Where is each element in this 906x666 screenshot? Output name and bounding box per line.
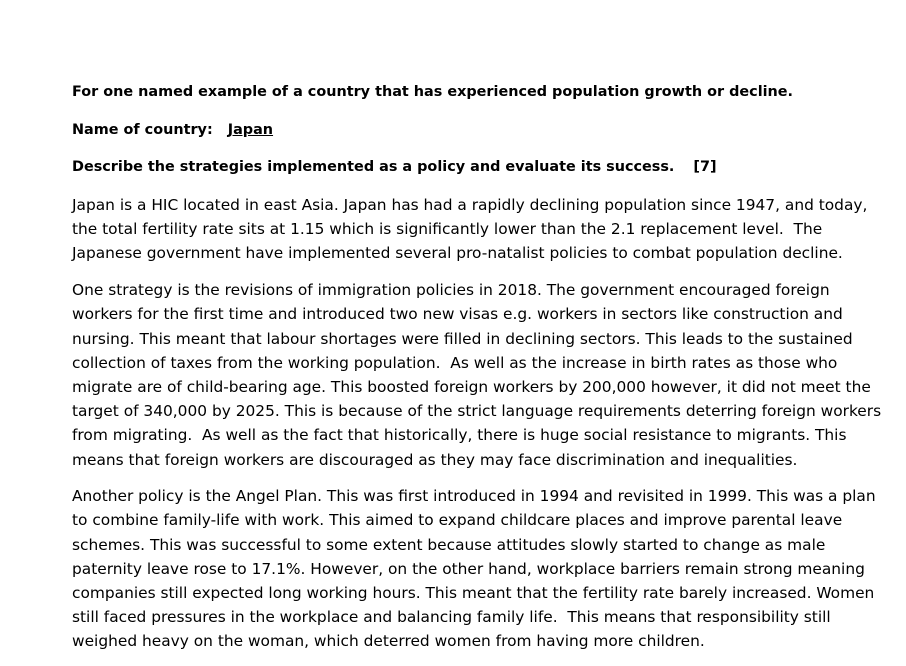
question-heading: For one named example of a country that has experienced population growth or decline. <box>72 84 794 100</box>
text-line: workers for the first time and introduced two new visas e.g. workers in sectors like construction and <box>72 305 843 324</box>
text-line: target of 340,000 by 2025. This is because of the strict language requirements deterring foreign workers <box>72 402 882 421</box>
text-line: companies still expected long working hours. This meant that the fertility rate barely increased. Women <box>72 584 875 603</box>
text-line: weighed heavy on the woman, which deterred women from having more children. <box>72 632 705 651</box>
text-line: migrate are of child-bearing age. This boosted foreign workers by 200,000 however, it did not meet the <box>72 377 871 396</box>
task-text: Describe the strategies implemented as a policy and evaluate its success. <box>72 159 675 175</box>
paragraph-angel-plan <box>72 484 876 653</box>
text-line: Japan is a HIC located in east Asia. Japan has had a rapidly declining population since 1947, and today, <box>72 196 868 214</box>
text-line: collection of taxes from the working population. As well as the increase in birth rates as those who <box>72 353 838 372</box>
text-line: nursing. This meant that labour shortages were filled in declining sectors. This leads to the sustained <box>72 329 853 348</box>
text-line: paternity leave rose to 17.1%. However, on the other hand, workplace barriers remain strong meaning <box>72 559 865 578</box>
text-line: still faced pressures in the workplace and balancing family life. This means that responsibility still <box>72 608 831 627</box>
text-line: Another policy is the Angel Plan. This was first introduced in 1994 and revisited in 1999. This was a plan <box>72 487 876 506</box>
text-line: One strategy is the revisions of immigration policies in 2018. The government encouraged foreign <box>72 281 830 300</box>
text-line: to combine family-life with work. This aimed to expand childcare places and improve parental leave <box>72 511 843 530</box>
task-heading <box>72 157 862 177</box>
text-line: schemes. This was successful to some extent because attitudes slowly started to change as male <box>72 535 826 554</box>
text-line: Japanese government have implemented several pro-natalist policies to combat population decline. <box>72 244 843 263</box>
country-row <box>72 120 862 140</box>
text-line: from migrating. As well as the fact that historically, there is huge social resistance to migrants. This <box>72 426 847 445</box>
paragraph-intro <box>72 193 868 266</box>
marks-label: [7] <box>693 159 717 175</box>
country-name: Japan <box>227 122 274 138</box>
text-line: the total fertility rate sits at 1.15 which is significantly lower than the 2.1 replacement level. The <box>72 220 823 239</box>
paragraph-immigration <box>72 278 882 472</box>
text-line: means that foreign workers are discouraged as they may face discrimination and inequalities. <box>72 450 798 469</box>
document-page <box>72 82 882 666</box>
country-label: Name of country: <box>72 122 213 138</box>
